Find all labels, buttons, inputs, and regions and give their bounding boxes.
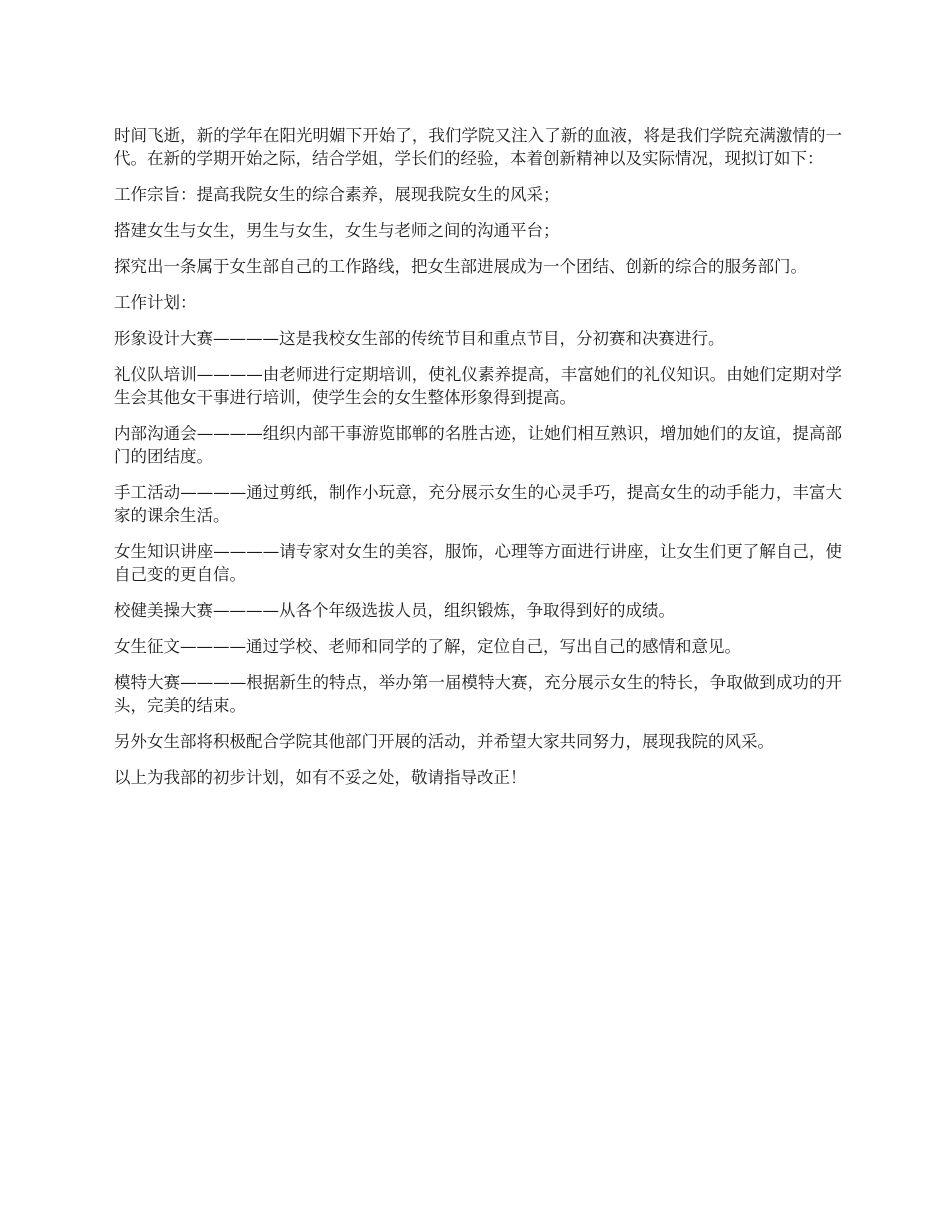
work-plan-heading: 工作计划：: [114, 293, 197, 312]
plan-item-internal-meeting: 内部沟通会————组织内部干事游览邯郸的名胜古迹，让她们相互熟识，增加她们的友谊，提高部门的团结度。: [114, 424, 842, 466]
intro-paragraph: 时间飞逝，新的学年在阳光明媚下开始了，我们学院又注入了新的血液，将是我们学院充满激情的一代。在新的学期开始之际，结合学姐，学长们的经验，本着创新精神以及实际情况，现拟订如下：: [114, 126, 842, 168]
plan-item-model-contest: 模特大赛————根据新生的特点，举办第一届模特大赛，充分展示女生的特长，争取做到成功的开头，完美的结束。: [114, 673, 842, 715]
work-purpose-paragraph: 工作宗旨：提高我院女生的综合素养，展现我院女生的风采；: [114, 185, 560, 204]
plan-item-etiquette-training: 礼仪队培训————由老师进行定期培训，使礼仪素养提高，丰富她们的礼仪知识。由她们定期对学生会其他女干事进行培训，使学生会的女生整体形象得到提高。: [114, 365, 842, 407]
plan-item-essay-contest: 女生征文————通过学校、老师和同学的了解，定位自己，写出自己的感情和意见。: [114, 637, 741, 656]
document-body: [114, 124, 842, 802]
work-route-paragraph: 探究出一条属于女生部自己的工作路线，把女生部进展成为一个团结、创新的综合的服务部门。: [114, 257, 807, 276]
closing-paragraph: 以上为我部的初步计划，如有不妥之处，敬请指导改正！: [114, 768, 527, 787]
plan-item-image-design: 形象设计大赛————这是我校女生部的传统节目和重点节目，分初赛和决赛进行。: [114, 329, 725, 348]
plan-item-handcraft: 手工活动————通过剪纸，制作小玩意，充分展示女生的心灵手巧，提高女生的动手能力，丰富大家的课余生活。: [114, 483, 842, 525]
plan-item-aerobics-contest: 校健美操大赛————从各个年级选拔人员，组织锻炼，争取得到好的成绩。: [114, 601, 675, 620]
plan-item-knowledge-lecture: 女生知识讲座————请专家对女生的美容，服饰，心理等方面进行讲座，让女生们更了解自己，使自己变的更自信。: [114, 542, 842, 584]
cooperation-paragraph: 另外女生部将积极配合学院其他部门开展的活动，并希望大家共同努力，展现我院的风采。: [114, 732, 774, 751]
communication-platform-paragraph: 搭建女生与女生，男生与女生，女生与老师之间的沟通平台；: [114, 221, 560, 240]
